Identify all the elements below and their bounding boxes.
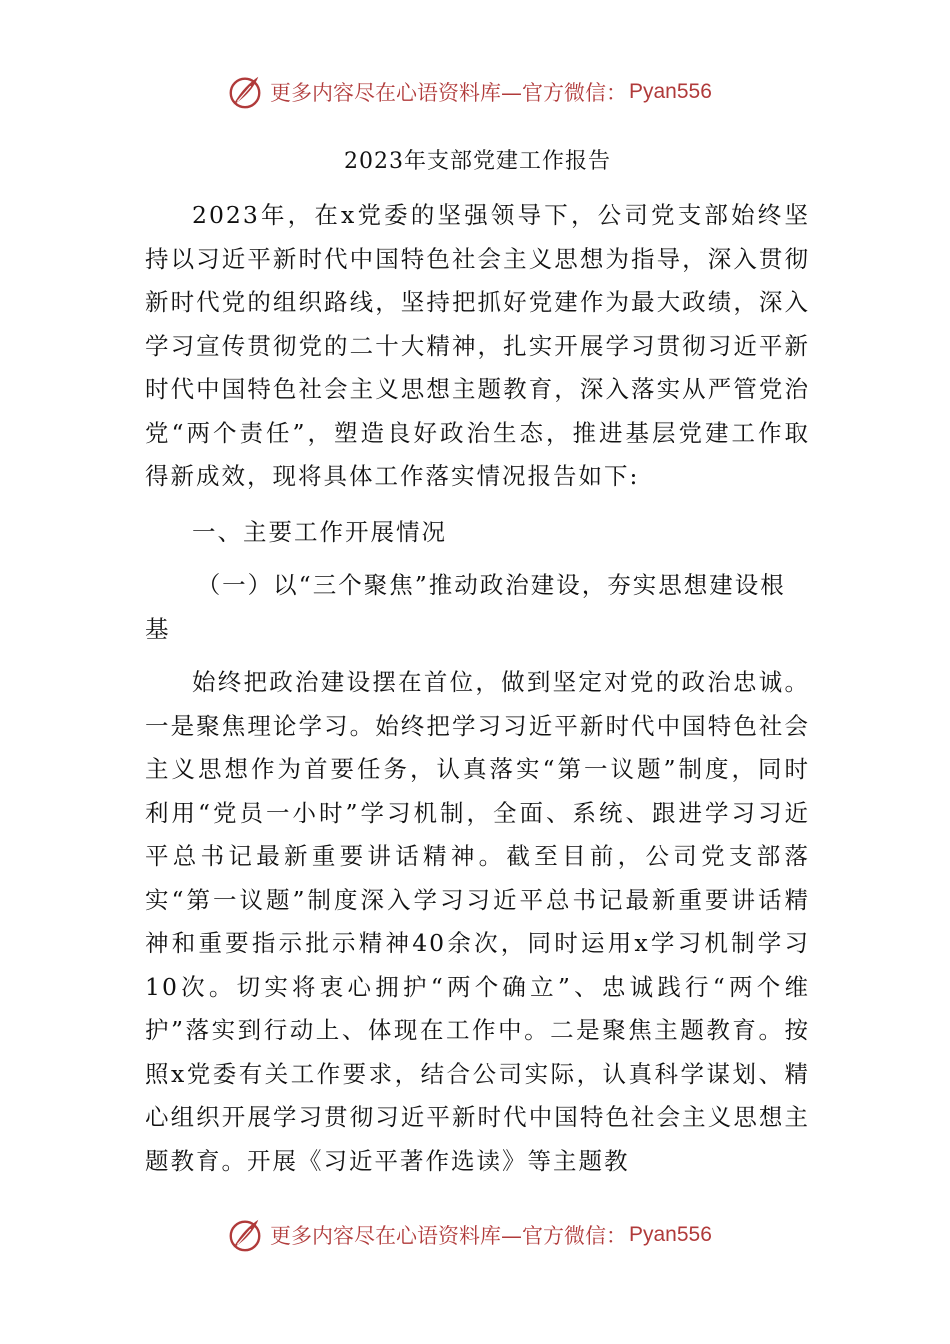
intro-paragraph: 2023年，在x党委的坚强领导下，公司党支部始终坚持以习近平新时代中国特色社会主义思想为指导，深入贯彻新时代党的组织路线，坚持把抓好党建作为最大政绩，深入学习宣传贯彻党的二十大精神，扎实开展学习贯彻习近平新时代中国特色社会主义思想主题教育，深入落实从严管党治党“两个责任”，塑造良好政治生态，推进基层党建工作取得新成效，现将具体工作落实情况报告如下: <box>145 201 810 490</box>
header-watermark <box>0 68 950 116</box>
quill-logo-icon <box>226 1216 264 1254</box>
footer-watermark <box>0 1211 950 1259</box>
watermark-text: 更多内容尽在心语资料库—官方微信： <box>270 1224 627 1248</box>
section-heading: 一、主要工作开展情况 <box>192 517 447 546</box>
body-paragraph: 始终把政治建设摆在首位，做到坚定对党的政治忠诚。一是聚焦理论学习。始终把学习习近平新时代中国特色社会主义思想作为首要任务，认真落实“第一议题”制度，同时利用“党员一小时”学习机制，全面、系统、跟进学习习近平总书记最新重要讲话精神。截至目前，公司党支部落实“第一议题”制度深入学习习近平总书记最新重要讲话精神和重要指示批示精神40余次，同时运用x学习机制学习10次。切实将衷心拥护“两个确立”、忠诚践行“两个维护”落实到行动上、体现在工作中。二是聚焦主题教育。按照x党委有关工作要求，结合公司实际，认真科学谋划、精心组织开展学习贯彻习近平新时代中国特色社会主义思想主题教育。开展《习近平著作选读》等主题教 <box>145 668 810 1175</box>
page-title: 2023年支部党建工作报告 <box>344 149 611 174</box>
watermark-text: 更多内容尽在心语资料库—官方微信： <box>270 81 627 105</box>
watermark-wechat-id: Pyan556 <box>629 1223 712 1246</box>
quill-logo-icon <box>226 73 264 111</box>
watermark-wechat-id: Pyan556 <box>629 80 712 103</box>
document-body <box>145 140 810 1183</box>
subsection-heading: （一）以“三个聚焦”推动政治建设，夯实思想建设根基 <box>145 571 786 643</box>
